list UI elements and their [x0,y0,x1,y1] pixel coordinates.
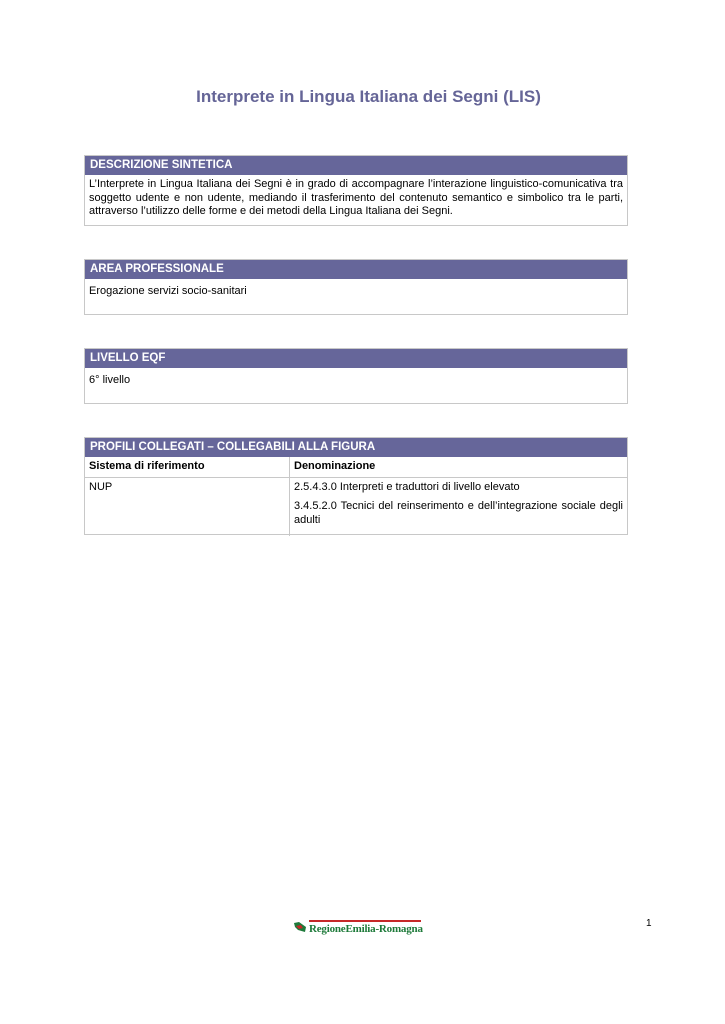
region-map-icon [293,921,307,933]
section-header-profili: PROFILI COLLEGATI – COLLEGABILI ALLA FIGURA [85,438,627,457]
descrizione-text: L’Interprete in Lingua Italiana dei Segni è in grado di accompagnare l’interazione linguistico-comunicativa tra soggetto udente e non udente, mediando il trasferimento del contenuto semantico e simbolico tra le parti, attraverso l’utilizzo delle forme e dei metodi della Lingua Italiana dei Segni. [89,178,623,217]
cell-denominazione [290,477,628,536]
logo-bar [309,920,421,922]
document-title: Interprete in Lingua Italiana dei Segni (LIS) [196,87,541,106]
section-header-livello: LIVELLO EQF [85,349,627,368]
section-livello-eqf [84,348,628,404]
profili-table [85,457,627,536]
page-number: 1 [646,918,652,929]
column-header-denominazione: Denominazione [290,457,628,477]
column-header-sistema: Sistema di riferimento [85,457,290,477]
denominazione-item: 2.5.4.3.0 Interpreti e traduttori di livello elevato [294,480,520,493]
cell-sistema: NUP [85,477,290,536]
regione-emilia-romagna-logo [293,918,423,938]
livello-text: 6° livello [89,374,131,386]
section-area-professionale [84,259,628,315]
section-header-area: AREA PROFESSIONALE [85,260,627,279]
table-header-row [85,457,627,477]
table-row [85,477,627,536]
denominazione-item: 3.4.5.2.0 Tecnici del reinserimento e dell’integrazione sociale degli adulti [294,500,623,526]
section-descrizione-sintetica [84,155,628,226]
logo-text: RegioneEmilia-Romagna [309,923,423,935]
section-header-descrizione: DESCRIZIONE SINTETICA [85,156,627,175]
section-profili-collegati [84,437,628,535]
area-text: Erogazione servizi socio-sanitari [89,285,247,297]
